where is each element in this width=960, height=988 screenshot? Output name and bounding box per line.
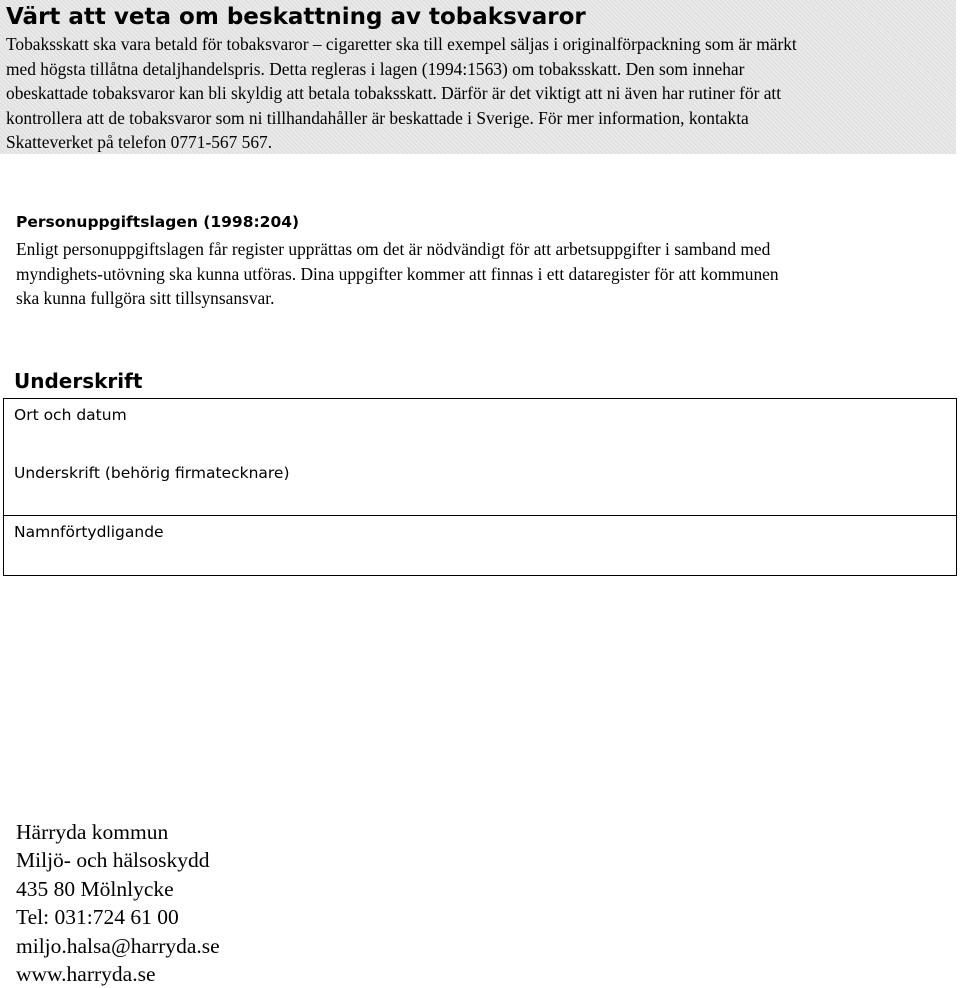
pul-text-line: Enligt personuppgiftslagen får register upprättas om det är nödvändigt för att arbetsuppgifter i samband med [16, 239, 771, 259]
place-date-label: Ort och datum [14, 406, 127, 424]
tobacco-text-line: Tobaksskatt ska vara betald för tobaksvaror – cigaretter ska till exempel säljas i originalförpackning som är märkt [6, 34, 797, 54]
tobacco-text-line: kontrollera att de tobaksvaror som ni tillhandahåller är beskattade i Sverige. För mer information, kontakta [6, 107, 749, 128]
tobacco-text-line: Skatteverket på telefon 0771-567 567. [6, 132, 273, 152]
contact-address [16, 818, 220, 988]
pul-heading: Personuppgiftslagen (1998:204) [16, 213, 300, 231]
tobacco-title: Värt att veta om beskattning av tobaksvaror [6, 4, 586, 30]
address-line: Härryda kommun [16, 820, 169, 844]
signature-box [3, 398, 957, 576]
address-line: 435 80 Mölnlycke [16, 876, 174, 901]
address-line: Miljö- och hälsoskydd [16, 848, 210, 873]
signature-field[interactable] [4, 457, 956, 515]
tobacco-text [6, 32, 950, 155]
tobacco-text-line: med högsta tillåtna detaljhandelspris. Detta regleras i lagen (1994:1563) om tobaksskatt. Den som innehar [6, 58, 745, 79]
pul-text-line: ska kunna fullgöra sitt tillsynsansvar. [16, 288, 275, 308]
place-date-field[interactable] [4, 399, 956, 457]
tobacco-text-line: obeskattade tobaksvaror kan bli skyldig att betala tobaksskatt. Därför är det viktigt att ni även har rutiner för att [6, 83, 782, 103]
address-phone: Tel: 031:724 61 00 [16, 905, 179, 930]
name-clarification-label: Namnförtydligande [14, 523, 164, 541]
address-website: www.harryda.se [16, 962, 156, 987]
tobacco-info-box [0, 0, 956, 154]
address-email: miljo.halsa@harryda.se [16, 933, 220, 958]
pul-text [16, 237, 941, 311]
pul-text-line: myndighets-utövning ska kunna utföras. Dina uppgifter kommer att finnas i ett dataregister för att kommunen [16, 263, 779, 284]
signature-heading: Underskrift [14, 369, 143, 393]
name-clarification-field[interactable] [4, 515, 956, 575]
signature-field-label: Underskrift (behörig firmatecknare) [14, 464, 290, 482]
